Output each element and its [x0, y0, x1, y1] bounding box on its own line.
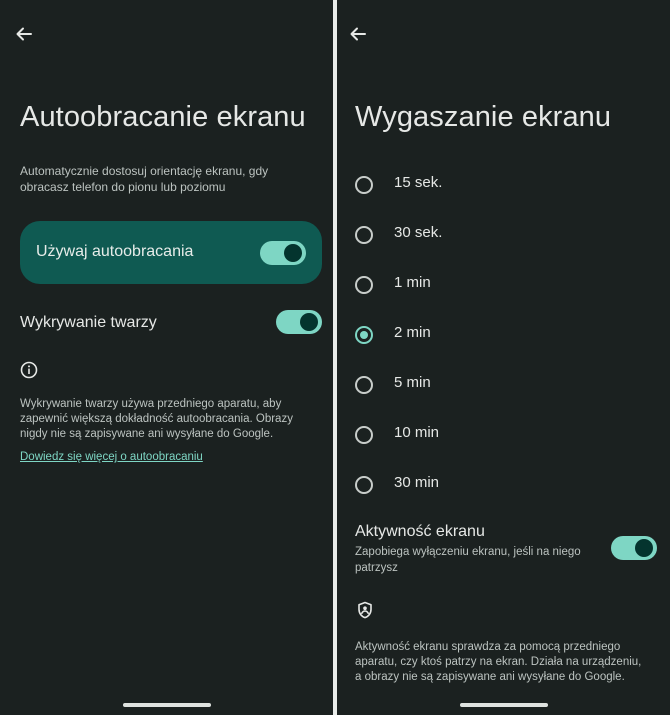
radio-button[interactable] [355, 476, 373, 494]
face-detection-label: Wykrywanie twarzy [20, 314, 157, 331]
radio-label: 5 min [394, 374, 431, 391]
radio-button[interactable] [355, 176, 373, 194]
radio-button[interactable] [355, 276, 373, 294]
screen-attention-switch[interactable] [611, 536, 657, 560]
radio-label: 1 min [394, 274, 431, 291]
radio-button-selected[interactable] [355, 326, 373, 344]
page-title: Wygaszanie ekranu [355, 101, 612, 133]
radio-button[interactable] [355, 376, 373, 394]
face-detection-switch[interactable] [276, 310, 322, 334]
switch-knob [300, 313, 318, 331]
screen-attention-description: Zapobiega wyłączeniu ekranu, jeśli na niego patrzysz [355, 546, 581, 574]
shield-person-icon [355, 600, 375, 620]
screen-attention-info-text: Aktywność ekranu sprawdza za pomocą przedniego aparatu, czy ktoś patrzy na ekran. Działa na urządzeniu, a obrazy nie są zapisywane ani wysyłane do Google. [355, 641, 642, 683]
page-description: Automatycznie dostosuj orientację ekranu, gdy obracasz telefon do pionu lub poziomu [20, 164, 269, 194]
page-title: Autoobracanie ekranu [20, 101, 306, 133]
gesture-nav-bar[interactable] [123, 703, 211, 707]
radio-label: 30 sek. [394, 224, 443, 241]
timeout-option-30min[interactable] [355, 472, 635, 498]
timeout-option-15s[interactable] [355, 172, 635, 198]
switch-knob [284, 244, 302, 262]
screen-timeout-screen [337, 0, 670, 715]
gesture-nav-bar[interactable] [460, 703, 548, 707]
screen-attention-label: Aktywność ekranu [355, 523, 485, 540]
timeout-option-2min[interactable] [355, 322, 635, 348]
face-detection-info-text: Wykrywanie twarzy używa przedniego aparatu, aby zapewnić większą dokładność autoobracania. Obrazy nigdy nie są zapisywane ani wysyłane do Google. [20, 398, 293, 440]
use-auto-rotate-label: Używaj autoobracania [36, 243, 194, 260]
back-button[interactable] [12, 22, 36, 46]
back-button[interactable] [346, 22, 370, 46]
radio-button[interactable] [355, 426, 373, 444]
radio-label: 30 min [394, 474, 440, 491]
timeout-option-10min[interactable] [355, 422, 635, 448]
use-auto-rotate-switch[interactable] [260, 241, 306, 265]
arrow-back-icon [346, 22, 370, 46]
radio-label: 15 sek. [394, 174, 443, 191]
info-icon [19, 360, 39, 380]
radio-label: 2 min [394, 324, 431, 341]
timeout-option-5min[interactable] [355, 372, 635, 398]
arrow-back-icon [12, 22, 36, 46]
use-auto-rotate-toggle-row[interactable] [20, 221, 322, 284]
radio-button[interactable] [355, 226, 373, 244]
learn-more-link[interactable]: Dowiedz się więcej o autoobracaniu [20, 451, 203, 463]
timeout-option-1min[interactable] [355, 272, 635, 298]
timeout-option-30s[interactable] [355, 222, 635, 248]
auto-rotate-screen [0, 0, 333, 715]
switch-knob [635, 539, 653, 557]
radio-label: 10 min [394, 424, 440, 441]
